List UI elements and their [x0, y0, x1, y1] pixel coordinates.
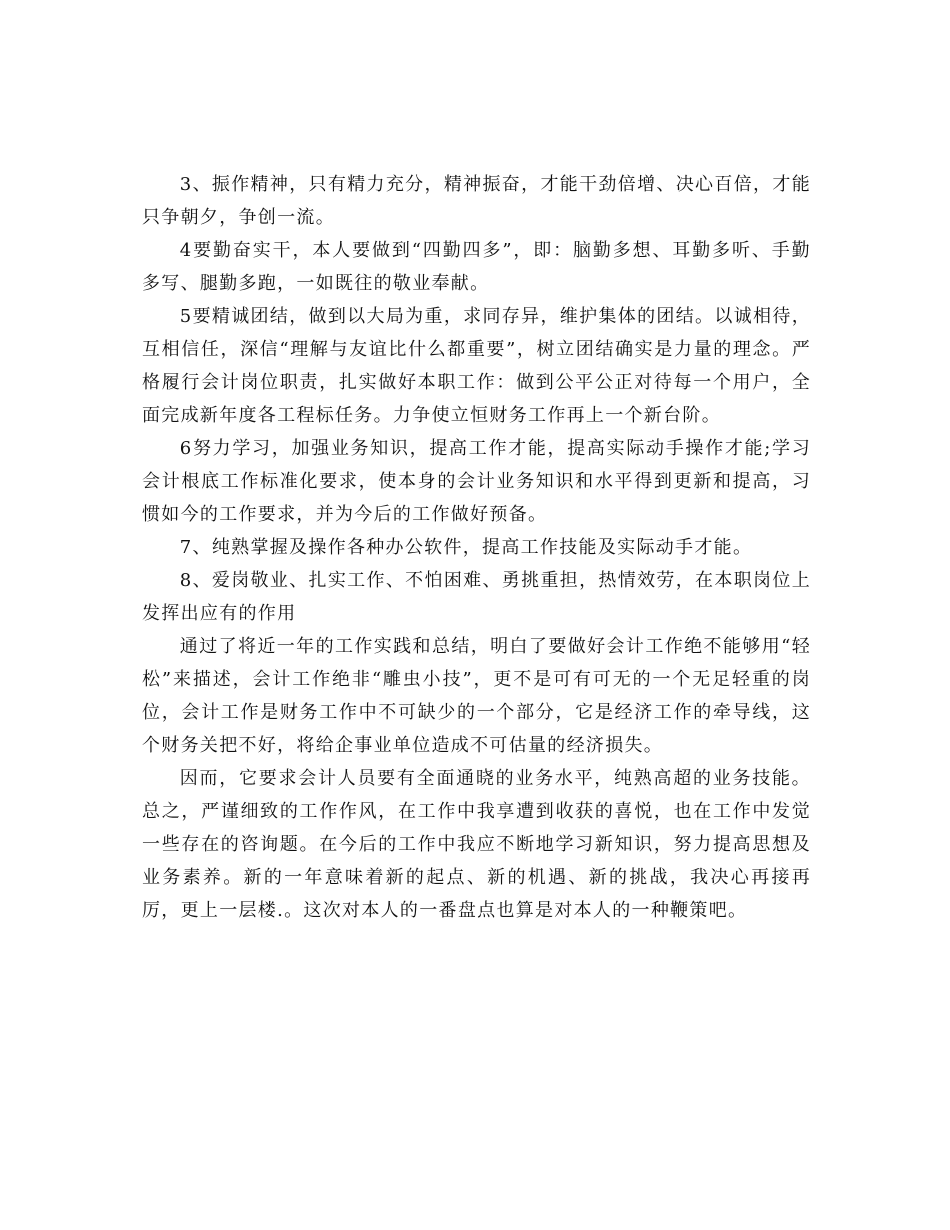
- paragraph-item-6: 6努力学习，加强业务知识，提高工作才能，提高实际动手操作才能;学习会计根底工作标准化要求，使本身的会计业务知识和水平得到更新和提高，习惯如今的工作要求，并为今后的工作做好预备。: [142, 438, 811, 525]
- paragraph-conclusion: 因而，它要求会计人员要有全面通晓的业务水平，纯熟高超的业务技能。总之，严谨细致的工作作风，在工作中我享遭到收获的喜悦，也在工作中发觉一些存在的咨询题。在今后的工作中我应不断地学习新知识，努力提高思想及业务素养。新的一年意味着新的起点、新的机遇、新的挑战，我决心再接再厉，更上一层楼.。这次对本人的一番盘点也算是对本人的一种鞭策吧。: [142, 768, 811, 921]
- paragraph-item-5: 5要精诚团结，做到以大局为重，求同存异，维护集体的团结。以诚相待，互相信任，深信“理解与友谊比什么都重要”，树立团结确实是力量的理念。严格履行会计岗位职责，扎实做好本职工作：做到公平公正对待每一个用户，全面完成新年度各工程标任务。力争使立恒财务工作再上一个新台阶。: [142, 306, 811, 426]
- paragraph-summary: 通过了将近一年的工作实践和总结，明白了要做好会计工作绝不能够用“轻松”来描述，会计工作绝非“雕虫小技”，更不是可有可无的一个无足轻重的岗位，会计工作是财务工作中不可缺少的一个部分，它是经济工作的牵导线，这个财务关把不好，将给企事业单位造成不可估量的经济损失。: [142, 636, 811, 756]
- document-body: [142, 168, 811, 927]
- paragraph-item-8: 8、爱岗敬业、扎实工作、不怕困难、勇挑重担，热情效劳，在本职岗位上发挥出应有的作用: [142, 570, 811, 624]
- paragraph-item-7: 7、纯熟掌握及操作各种办公软件，提高工作技能及实际动手才能。: [179, 537, 753, 558]
- paragraph-item-4: 4要勤奋实干，本人要做到“四勤四多”，即：脑勤多想、耳勤多听、手勤多写、腿勤多跑，一如既往的敬业奉献。: [142, 240, 811, 294]
- paragraph-item-3: 3、振作精神，只有精力充分，精神振奋，才能干劲倍增、决心百倍，才能只争朝夕，争创一流。: [142, 174, 811, 228]
